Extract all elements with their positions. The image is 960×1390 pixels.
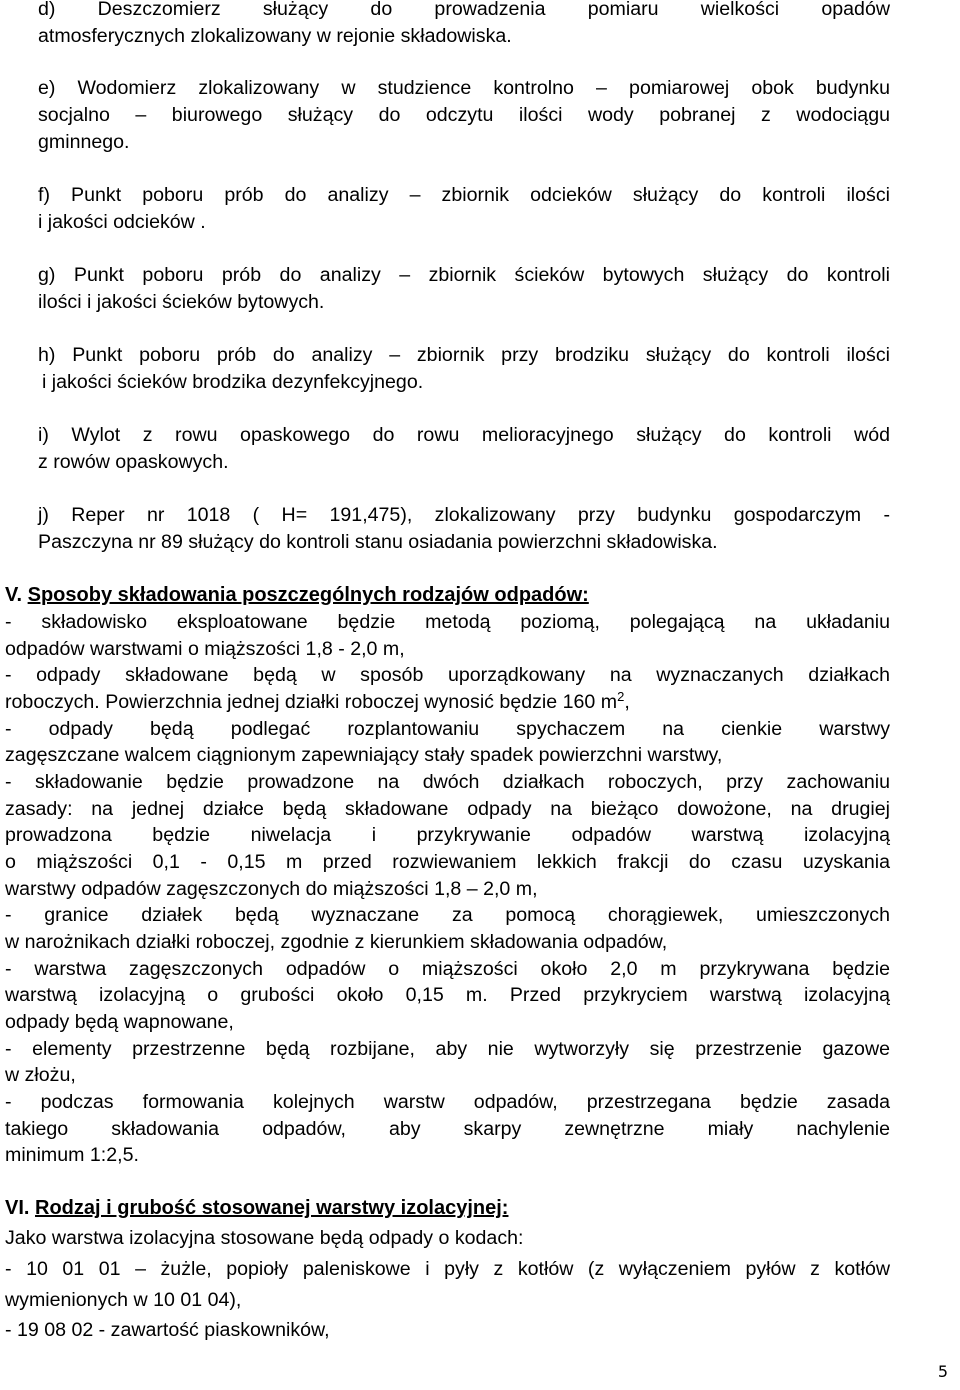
- section-6-line: - 10 01 01 – żużle, popioły paleniskowe i pyły z kotłów (z wyłączeniem pyłów z kotłów: [5, 1258, 890, 1280]
- section-5-line: - odpady składowane będą w sposób uporządkowany na wyznaczanych działkach: [5, 664, 890, 686]
- item-i-line-2: z rowów opaskowych.: [38, 451, 229, 473]
- section-5-line: - składowisko eksploatowane będzie metodą poziomą, polegającą na układaniu: [5, 611, 890, 633]
- section-6-title: Rodzaj i grubość stosowanej warstwy izolacyjnej:: [35, 1197, 509, 1219]
- section-5-line: - podczas formowania kolejnych warstw odpadów, przestrzegana będzie zasada: [5, 1091, 890, 1113]
- section-5-line: o miąższości 0,1 - 0,15 m przed rozwiewaniem lekkich frakcji do czasu uzyskania: [5, 851, 890, 873]
- section-5-line: warstwą izolacyjną o grubości około 0,15 m. Przed przykryciem warstwą izolacyjną: [5, 984, 890, 1006]
- item-d-line-1: d) Deszczomierz służący do prowadzenia pomiaru wielkości opadów: [38, 0, 890, 20]
- item-j-line-1: j) Reper nr 1018 ( H= 191,475), zlokalizowany przy budynku gospodarczym -: [38, 504, 890, 526]
- item-d-line-2: atmosferycznych zlokalizowany w rejonie składowiska.: [38, 25, 512, 47]
- section-5-line: warstwy odpadów zagęszczonych do miąższości 1,8 – 2,0 m,: [5, 878, 538, 900]
- item-f-line-1: f) Punkt poboru prób do analizy – zbiornik odcieków służący do kontroli ilości: [38, 184, 890, 206]
- section-5-title: Sposoby składowania poszczególnych rodzajów odpadów:: [27, 584, 589, 606]
- section-5-line: zasady: na jednej działce będą składowane odpady na bieżąco dowożone, na drugiej: [5, 798, 890, 820]
- section-5-line: odpadów warstwami o miąższości 1,8 - 2,0 m,: [5, 638, 405, 660]
- item-h-line-2: i jakości ścieków brodzika dezynfekcyjnego.: [42, 371, 424, 393]
- section-5-line: w narożnikach działki roboczej, zgodnie z kierunkiem składowania odpadów,: [5, 931, 668, 953]
- area-superscript: 2: [617, 689, 625, 704]
- item-e-line-3: gminnego.: [38, 131, 130, 153]
- item-e-line-1: e) Wodomierz zlokalizowany w studzience kontrolno – pomiarowej obok budynku: [38, 77, 890, 99]
- section-6-line: - 19 08 02 - zawartość piaskowników,: [5, 1319, 330, 1341]
- section-5-line: - granice działek będą wyznaczane za pomocą chorągiewek, umieszczonych: [5, 904, 890, 926]
- section-5-heading: [5, 582, 589, 609]
- section-5-line: w złożu,: [5, 1064, 76, 1086]
- section-6-line: wymienionych w 10 01 04),: [5, 1289, 242, 1311]
- item-e-line-2: socjalno – biurowego służący do odczytu ilości wody pobranej z wodociągu: [38, 104, 890, 126]
- section-6-number: VI.: [5, 1197, 30, 1219]
- section-5-line: - składowanie będzie prowadzone na dwóch działkach roboczych, przy zachowaniu: [5, 771, 890, 793]
- section-5-line: minimum 1:2,5.: [5, 1144, 139, 1166]
- section-5-line: - elementy przestrzenne będą rozbijane, aby nie wytworzyły się przestrzenie gazowe: [5, 1038, 890, 1060]
- section-5-line: takiego składowania odpadów, aby skarpy zewnętrzne miały nachylenie: [5, 1118, 890, 1140]
- section-5-line: odpady będą wapnowane,: [5, 1011, 234, 1033]
- section-5-line: - odpady będą podlegać rozplantowaniu spychaczem na cienkie warstwy: [5, 718, 890, 740]
- item-i-line-1: i) Wylot z rowu opaskowego do rowu melioracyjnego służący do kontroli wód: [38, 424, 890, 446]
- section-5-area-line: [5, 689, 630, 716]
- item-f-line-2: i jakości odcieków .: [38, 211, 206, 233]
- item-g-line-1: g) Punkt poboru prób do analizy – zbiornik ścieków bytowych służący do kontroli: [38, 264, 890, 286]
- area-suffix: ,: [624, 691, 630, 713]
- section-5-line: zagęszczane walcem ciągnionym zapewniający stały spadek powierzchni warstwy,: [5, 744, 723, 766]
- page-number: 5: [937, 1362, 948, 1381]
- section-6-line: Jako warstwa izolacyjna stosowane będą odpady o kodach:: [5, 1227, 524, 1249]
- section-5-line: - warstwa zagęszczonych odpadów o miąższości około 2,0 m przykrywana będzie: [5, 958, 890, 980]
- item-j-line-2: Paszczyna nr 89 służący do kontroli stanu osiadania powierzchni składowiska.: [38, 531, 718, 553]
- section-5-number: V.: [5, 584, 23, 606]
- section-6-heading: [5, 1195, 508, 1222]
- item-g-line-2: ilości i jakości ścieków bytowych.: [38, 291, 325, 313]
- section-5-line: prowadzona będzie niwelacja i przykrywanie odpadów warstwą izolacyjną: [5, 824, 890, 846]
- section-5-line: roboczych. Powierzchnia jednej działki roboczej wynosić będzie 160 m: [5, 691, 618, 713]
- item-h-line-1: h) Punkt poboru prób do analizy – zbiornik przy brodziku służący do kontroli ilości: [38, 344, 890, 366]
